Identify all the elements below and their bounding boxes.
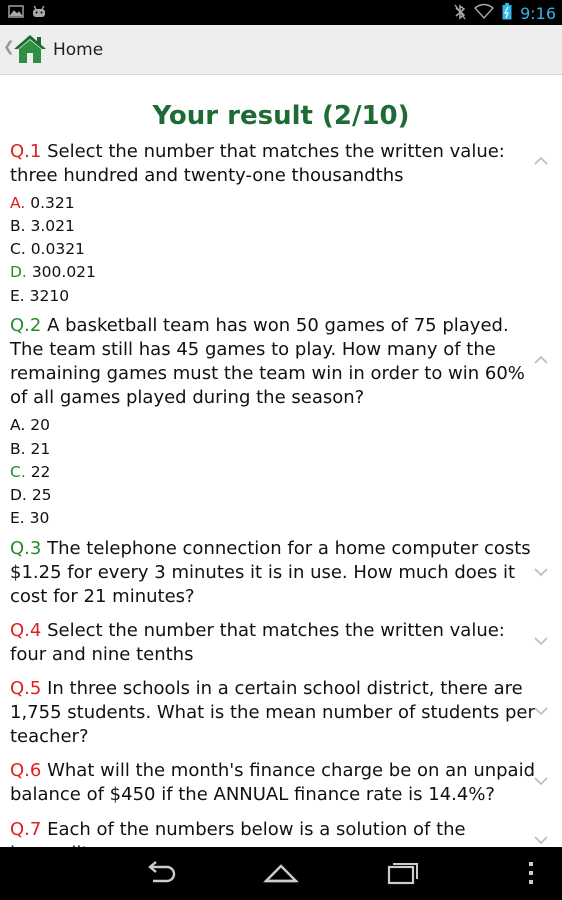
question-text: Each of the numbers below is a solution of the — [47, 819, 466, 840]
question-text: Select the number that matches the written value: three hundred and twenty-one thousandths — [10, 141, 505, 186]
expand-arrow-icon[interactable] — [533, 835, 549, 845]
question-text: A basketball team has won 50 games of 75 played. The team still has 45 games to play. How many of the remaining games must the team win in order to win 60% of all games played during the season? — [10, 315, 525, 408]
question-number: Q.1 — [10, 141, 42, 162]
question-5[interactable] — [10, 677, 542, 749]
gallery-notification-icon — [8, 4, 24, 22]
home-button-icon[interactable] — [263, 859, 299, 891]
option-d: D. 300.021 — [10, 263, 96, 281]
bluetooth-off-icon — [454, 4, 466, 24]
up-chevron-icon[interactable]: ❮ — [3, 39, 15, 55]
expand-arrow-icon[interactable] — [533, 776, 549, 786]
question-number: Q.7 — [10, 819, 42, 840]
question-6[interactable] — [10, 759, 542, 807]
question-2[interactable] — [10, 314, 542, 410]
question-number: Q.4 — [10, 620, 42, 641]
action-bar — [0, 25, 562, 75]
results-scroll-view[interactable] — [0, 76, 562, 847]
navigation-bar — [0, 847, 562, 900]
collapse-arrow-icon[interactable] — [533, 355, 549, 365]
question-number: Q.2 — [10, 315, 42, 336]
question-1[interactable] — [10, 140, 542, 188]
question-text: What will the month's finance charge be on an unpaid balance of $450 if the ANNUAL finance rate is 14.4%? — [10, 760, 536, 805]
question-number: Q.6 — [10, 760, 42, 781]
wifi-icon — [474, 4, 494, 23]
expand-arrow-icon[interactable] — [533, 706, 549, 716]
option-e: E. 3210 — [10, 287, 70, 305]
question-text: The telephone connection for a home computer costs $1.25 for every 3 minutes it is in use. How much does it cost for 21 minutes? — [10, 538, 531, 607]
expand-arrow-icon[interactable] — [533, 567, 549, 577]
question-number: Q.3 — [10, 538, 42, 559]
option-e: E. 30 — [10, 509, 50, 527]
result-title: Your result (2/10) — [152, 101, 410, 131]
action-bar-title[interactable]: Home — [53, 40, 104, 60]
option-c: C. 0.0321 — [10, 240, 85, 258]
option-a: A. 20 — [10, 416, 50, 434]
back-icon[interactable] — [143, 859, 179, 891]
home-icon[interactable] — [13, 33, 47, 69]
question-text: In three schools in a certain school district, there are 1,755 students. What is the mean number of students per teacher? — [10, 678, 535, 747]
clock: 9:16 — [520, 4, 556, 23]
option-b: B. 3.021 — [10, 217, 75, 235]
question-text: Select the number that matches the written value: four and nine tenths — [10, 620, 505, 665]
menu-overflow-icon[interactable] — [525, 860, 537, 890]
question-4[interactable] — [10, 619, 542, 667]
option-a: A. 0.321 — [10, 194, 75, 212]
question-number: Q.5 — [10, 678, 42, 699]
option-c: C. 22 — [10, 463, 51, 481]
option-d: D. 25 — [10, 486, 52, 504]
battery-charging-icon — [502, 3, 512, 24]
collapse-arrow-icon[interactable] — [533, 156, 549, 166]
recent-apps-icon[interactable] — [384, 859, 420, 891]
android-notification-icon — [31, 4, 47, 22]
expand-arrow-icon[interactable] — [533, 636, 549, 646]
question-3[interactable] — [10, 537, 542, 609]
option-b: B. 21 — [10, 440, 51, 458]
status-bar — [0, 0, 562, 25]
